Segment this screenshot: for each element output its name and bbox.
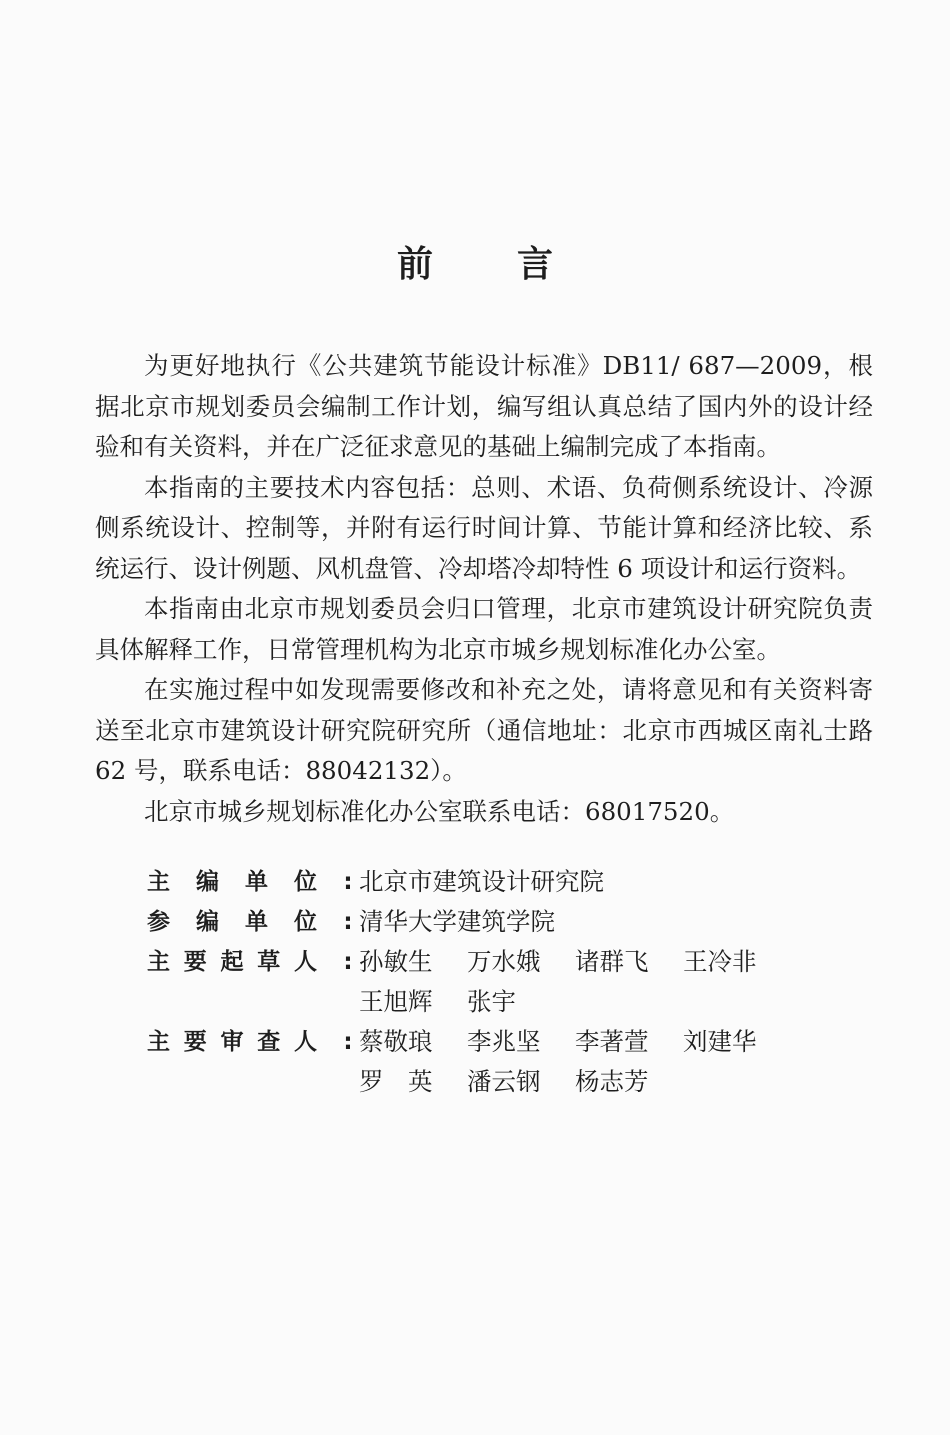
drafter-name: 王冷非: [683, 947, 757, 976]
credit-value-chief-unit: 北京市建筑设计研究院: [359, 867, 604, 896]
paragraph-contents: 本指南的主要技术内容包括：总则、术语、负荷侧系统设计、冷源侧系统设计、控制等，并附有运行时间计算、节能计算和经济比较、系统运行、设计例题、风机盘管、冷却塔冷却特性 6 项设计和运行资料。: [95, 472, 873, 583]
paragraph-management: 本指南由北京市规划委员会归口管理，北京市建筑设计研究院负责具体解释工作，日常管理机构为北京市城乡规划标准化办公室。: [95, 594, 873, 664]
drafter-name: 诸群飞: [575, 947, 649, 976]
credit-label-chief-unit: 主 编 单 位: [147, 869, 317, 895]
reviewer-name: 罗 英: [359, 1067, 433, 1096]
credit-label-main-reviewers: 主 要 审 查 人: [147, 1029, 317, 1055]
credit-row-main-reviewers: 主 要 审 查 人 : 蔡敬琅 李兆坚 李著萱 刘建华 罗 英 潘云钢 杨志芳: [147, 1022, 867, 1102]
credit-row-chief-unit: 主 编 单 位 : 北京市建筑设计研究院: [147, 862, 867, 902]
credit-row-participating-unit: 参 编 单 位 : 清华大学建筑学院: [147, 902, 867, 942]
reviewer-name: 李兆坚: [467, 1027, 541, 1056]
reviewer-name: 潘云钢: [467, 1067, 541, 1096]
reviewer-name: 李著萱: [575, 1027, 649, 1056]
credit-value-participating-unit: 清华大学建筑学院: [359, 907, 555, 936]
drafter-name: 万水娥: [467, 947, 541, 976]
reviewer-names: [359, 1022, 799, 1102]
preface-body: [95, 346, 873, 832]
drafter-name: 孙敏生: [359, 947, 433, 976]
reviewer-name: 杨志芳: [575, 1067, 649, 1096]
credit-row-main-drafters: 主 要 起 草 人 : 孙敏生 万水娥 诸群飞 王冷非 王旭辉 张宇: [147, 942, 867, 1022]
reviewer-name: 蔡敬琅: [359, 1027, 433, 1056]
drafter-name: 王旭辉: [359, 987, 433, 1016]
paragraph-purpose: 为更好地执行《公共建筑节能设计标准》DB11/ 687—2009，根据北京市规划委员会编制工作计划，编写组认真总结了国内外的设计经验和有关资料，并在广泛征求意见的基础上编制完成了本指南。: [95, 351, 873, 461]
reviewer-name: 刘建华: [683, 1027, 757, 1056]
paragraph-feedback: 在实施过程中如发现需要修改和补充之处，请将意见和有关资料寄送至北京市建筑设计研究院研究所（通信地址：北京市西城区南礼士路 62 号，联系电话：88042132）。: [95, 675, 873, 785]
page-title: 前言: [396, 244, 637, 285]
credits-section: [147, 862, 867, 1102]
credit-label-participating-unit: 参 编 单 位: [147, 909, 317, 935]
credit-label-main-drafters: 主 要 起 草 人: [147, 949, 317, 975]
paragraph-contact-phone: 北京市城乡规划标准化办公室联系电话：68017520。: [144, 796, 735, 826]
drafter-names: [359, 942, 799, 1022]
drafter-name: 张宇: [467, 987, 516, 1016]
